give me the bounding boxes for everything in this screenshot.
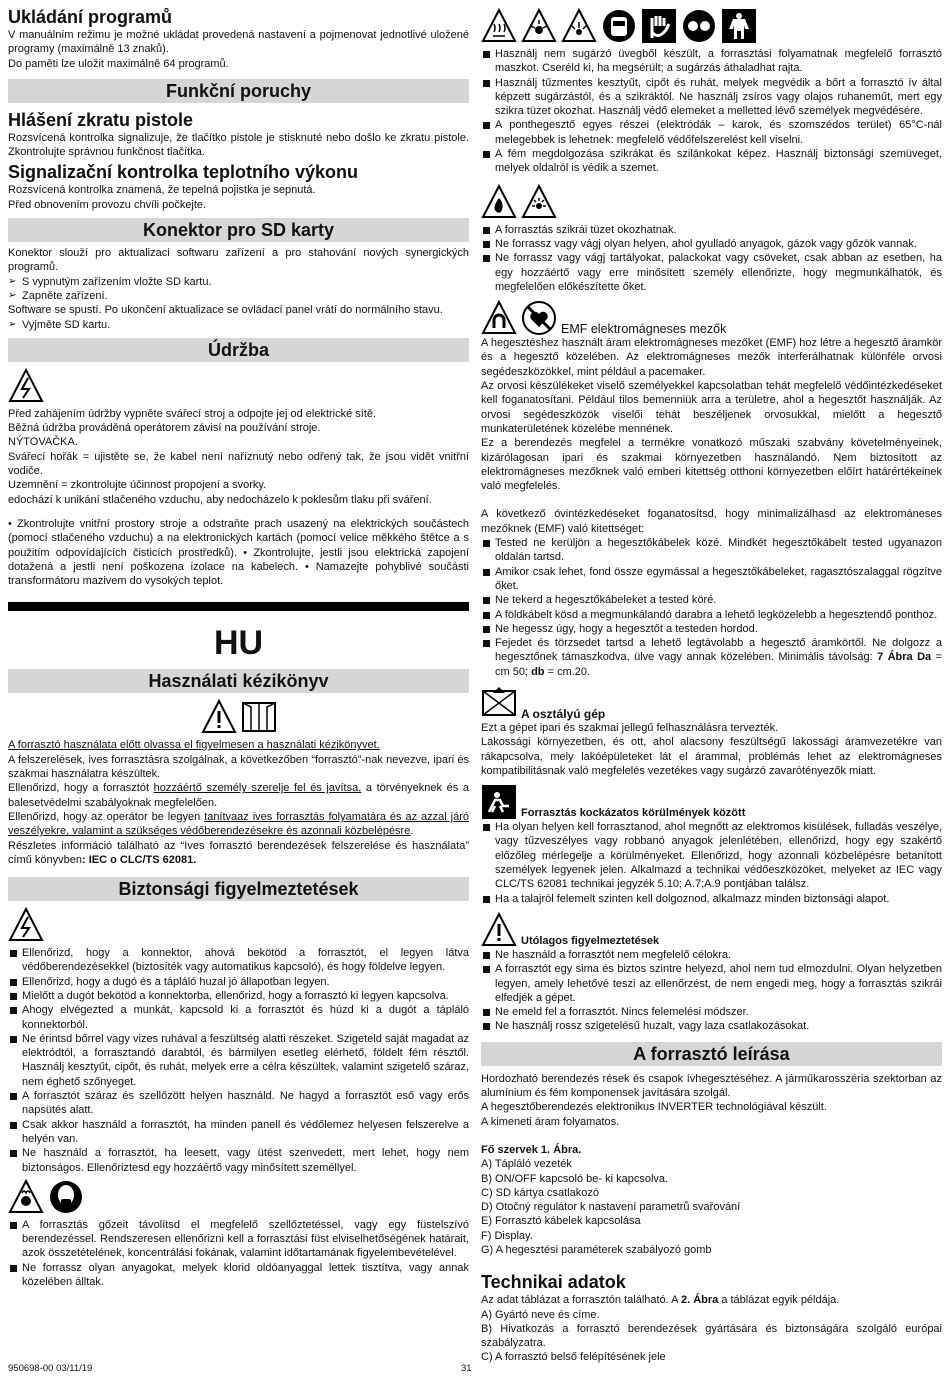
para: Svářecí hořák = ujistěte se, že kabel není naříznutý nebo odřený tak, že jsou vidět vnitřní vodiče. [8,450,469,478]
heading-signal: Signalizační kontrolka teplotního výkonu [8,162,359,183]
para: Rozsvícená kontrolka signalizuje, že tlačítko pistole je stisknuté nebo došlo ke zkratu pistole. Zkontrolujte správnou funkčnost tlačítka. [8,131,469,159]
para: Lakossági környezetben, és ott, ahol alacsony feszültségű lakossági áramvezetékre van rákapcsolva, mely lakóépületeket lát el árammal, problémás lehet az elektromágneses kompatibilitásnak való megfelelés vezetékes vagy sugárzó zavarótényezők miatt. [481,736,942,777]
para: A következő óvintézkedéseket foganatosítsd, hogy minimalizálhasd az elektrománeses mezőknek (EMF) való kitettséget: [481,508,942,535]
list-item: E) Forrasztó kábelek kapcsolása [481,1215,641,1228]
list-item: A) Gyártó neve és címe. [481,1308,600,1321]
heading-ukladani: Ukládání programů [8,7,173,27]
sd-steps-list-2 [8,318,469,332]
warning-icon [481,912,517,948]
list-item: Ahogy elvégezted a munkát, kapcsold ki a forrasztót és húzd ki a dugót a tápláló konnektorból. [8,1003,469,1032]
section-bar-sd: Konektor pro SD karty [8,218,469,242]
sparks-hazard-icon [561,8,597,44]
fire-hazard-icon [481,184,517,220]
para: Ellenőrizd, hogy a forrasztót hozzáértő személy szerelje fel és javítsa, a törvényeknek és a balesetvédelmi szabályoknak megfelelően. [8,782,469,809]
icon-row [8,907,469,943]
list-item: A ponthegesztő egyes részei (elektródák – karok, és szomszédos terület) 65°C-nál melegebbek is lehetnek: megfelelő védőfelszerelést kell viselni. [481,118,942,147]
class-a-header [481,685,942,721]
list-item: C) SD kártya csatlakozó [481,1186,599,1199]
safety-list [8,946,469,1175]
read-manual-icon [241,699,277,735]
list-item: Ha a talajról felemelt szinten kell dolgoznod, alkalmazz minden biztonsági alapot. [481,892,942,906]
section-bar-kezikonyv: Használati kézikönyv [8,669,469,693]
radiation-hazard-icon [521,8,557,44]
list-item: A fém megdolgozása szikrákat és szilánkokat képez. Használj biztonsági szemüveget, melyek oldalról is védik a szemet. [481,147,942,176]
list-item: ➢ S vypnutým zařízením vložte SD kartu. [8,275,469,289]
icon-row [8,1179,469,1215]
heading-zkrat: Hlášení zkratu pistole [8,109,194,130]
para: A hegesztéshez használt áram elektromágneses mezőket (EMF) hoz létre a hegesztő áramkör és a hegesztő közelében. Az elektromágneses mezők interferálhatnak különféle orvosi segédeszközökkel, mint például a pacemaker. [481,337,942,378]
para: A hegesztőberendezés elektronikus INVERTER technológiával készült. [481,1101,827,1114]
list-item: C) A forrasztó belső felépítésének jele [481,1351,666,1364]
no-pacemaker-icon [521,300,557,336]
electric-hazard-icon [8,907,44,943]
list-item: Tested ne kerüljön a hegesztőkábelek közé. Mindkét hegesztőkábelt tested ugyanazon oldalán tartsd. [481,536,942,565]
welding-mask-icon [601,8,637,44]
gloves-icon [641,8,677,44]
list-item: F) Display. [481,1229,533,1242]
safety-goggles-icon [681,8,717,44]
para: V manuálním režimu je možné ukládat provedená nastavení a pojmenovat jednotlivé uložené programy (maximálně 13 znaků). [8,29,469,56]
emf-header [481,300,942,336]
emf-title: EMF elektromágneses mezők [561,321,727,336]
list-item: Ne hegessz úgy, hogy a hegesztőt a testeden hordod. [481,622,942,636]
section-bar-udrzba: Údržba [8,338,469,362]
list-item: Ellenőrizd, hogy a dugó és a tápláló huzal jó állapotban legyen. [8,975,469,989]
risk-header [481,784,942,820]
para: Az adat táblázat a forrasztón található. A 2. Ábra a táblázat egyik példája. [481,1294,840,1307]
list-item: Ne forrassz vagy vágj olyan helyen, ahol gyulladó anyagok, gázok vagy gőzök vannak. [481,237,942,251]
magnetic-field-icon [481,300,517,336]
para: A kimeneti áram folyamatos. [481,1115,620,1128]
para: • Zkontrolujte vnitřní prostory stroje a odstraňte prach usazený na elektrických součástech (pomocí stlačeného vzduchu) a na elektronických kartách (pomocí velice měkkého štětce a s použitím odpovídajících čisticích prostředků). • Zkontrolujte, jestli jsou elektrická zapojení dotažená a jestli není poškozena izolace na kabelech. • Namazejte pohyblivé součásti transformátoru mazivem do vysokých teplot. [8,517,469,588]
warn-header [481,912,942,948]
list-item: Ne emeld fel a forrasztót. Nincs felemelési módszer. [481,1005,942,1019]
section-bar-bizt: Biztonsági figyelmeztetések [8,877,469,901]
sd-steps-list [8,275,469,304]
list-item: Ne használd a forrasztót nem megfelelő célokra. [481,948,942,962]
list-item: A forrasztót egy sima és biztos szintre helyezd, ahol nem tud elmozdulni. Olyan helyzetben legyen, amely lehetővé teszi az ellenőrzést, de nem engedi meg, hogy a forrasztás szikrái elfedjék a gépet. [481,962,942,1005]
list-item: Ne forrassz vagy vágj tartályokat, palackokat vagy csöveket, csak abban az esetben, ha egy hozzáértő vagy erre minősített személy ellenőrizte, hogy megmunkálhatók, és megfelelően előkészítette őket. [481,251,942,294]
para: Do paměti lze uložit maximálně 64 programů. [8,57,229,70]
section-bar-poruchy: Funkční poruchy [8,79,469,103]
emf-list [481,536,942,679]
risk-title: Forrasztás kockázatos körülmények között [521,806,746,819]
black-divider [8,602,469,611]
para: Před obnovením provozu chvíli počkejte. [8,198,207,211]
list-item: Használj tűzmentes kesztyűt, cipőt és ruhát, melyek megvédik a bőrt a forrasztó ív által képzett sugárzástól, és a szikráktól. Ne használj zsíros vagy olajos ruhaneműt, mert egy szikra tüzet okozhat. Használj védő elemeket a melletted lévő személyek megvédésére. [481,76,942,119]
list-item: Mielőtt a dugót bekötöd a konnektorba, ellenőrizd, hogy a forrasztó ki legyen kapcsolva. [8,989,469,1003]
language-heading-hu: HU [213,624,264,663]
list-item: G) A hegesztési paraméterek szabályozó gomb [481,1244,712,1256]
explosion-hazard-icon [521,184,557,220]
protective-suit-icon [721,8,757,44]
left-column [8,6,469,1289]
para: Konektor slouží pro aktualizaci softwaru zařízení a pro stahování nových synergických programů. [8,247,469,274]
class-a-icon [481,685,517,721]
icon-row [481,184,942,220]
main-parts-title: Fő szervek 1. Ábra. [481,1143,582,1156]
hot-surface-icon [481,8,517,44]
section-bar-leiras: A forrasztó leírása [481,1042,942,1066]
list-item: B) ON/OFF kapcsoló be- ki kapcsolva. [481,1172,669,1185]
ppe-icon-row [481,8,942,44]
icon-row [8,699,469,735]
respirator-icon [48,1179,84,1215]
list-item: Ne tekerd a hegesztőkábeleket a tested köré. [481,593,942,607]
para: Software se spustí. Po ukončení aktualizace se ovládací panel vrátí do normálního stavu. [8,304,443,317]
para: NÝTOVAČKA. [8,436,78,449]
para: A felszerelések, ives forrasztásra szolgálnak, a következőben “forrasztó”-nak nevezve, ipari és szakmai használatra készültek. [8,753,469,781]
para: edochází k unikání stlačeného vzduchu, aby nedocházelo k poklesům tlaku při sváření. [8,493,432,506]
fire-list [481,223,942,294]
list-item: Fejedet és törzsedet tartsd a lehető legtávolabb a hegesztő áramkörtől. Ne dolgozz a hegesztőnek támaszkodva, ülve vagy annak közelében. Minimális távolság: 7 Ábra Da = cm 50; db = cm.20. [481,636,942,679]
list-item: Amikor csak lehet, fond össze egymással a hegesztőkábeleket, ragasztószalaggal rögzítve őket. [481,565,942,594]
para: Rozsvícená kontrolka znamená, že tepelná pojistka je sepnutá. [8,184,316,197]
para: Részletes információ található az “Ives forrasztó berendezések felszerelése és használata” című könyvben: IEC o CLC/TS 62081. [8,839,469,866]
para: Před zahájením údržby vypněte svářecí stroj a odpojte jej od elektrické sítě. [8,407,377,420]
risk-list [481,820,942,906]
list-item: A forrasztót száraz és szellőzött helyen használd. Ne hagyd a forrasztót eső vagy erős napsütés alatt. [8,1089,469,1118]
list-item: Használj nem sugárzó üvegből készült, a forrasztási folyamatnak megfelelő forrasztó maszkot. Cseréld ki, ha megsérült; a sugárzás áthaladhat rajta. [481,47,942,76]
icon-row [8,368,469,404]
toxic-fumes-icon [8,1179,44,1215]
list-item: Ne érintsd bőrrel vagy vizes ruhával a feszültség alatti részeket. Szigeteld saját magadat az elektródtól, a forrasztandó darabtól, és bármilyen esetleg elérhető, földelt fém résztől. Használj kesztyűt, cipőt, és ruhát, melyek erre a célra készültek, valamint szigetelő száraz, nem éghető szőnyeget. [8,1032,469,1089]
list-item: A forrasztás gőzeit távolítsd el megfelelő szellőztetéssel, vagy egy füstelszívó berendezéssel. Rendszeresen ellenőrizni kell a forrasztási füst elviselhetőségének határait, azok összetételének, koncentrálási fokának, valamint időtartamának figyelembevételével. [8,1218,469,1261]
list-item: A földkábelt kösd a megmunkálandó darabra a lehető legközelebb a hegesztendő ponthoz. [481,608,942,622]
list-item: Ne használd a forrasztót, ha leesett, vagy ütést szenvedett, mert lehet, hogy nem biztonságos. Ellenőriztesd egy hozzáértő vagy minősített személlyel. [8,1146,469,1175]
heading-tech: Technikai adatok [481,1272,626,1293]
list-item: Csak akkor használd a forrasztót, ha minden panell és védőlemez helyesen felszerelve a helyén van. [8,1118,469,1147]
para: Ellenőrizd, hogy az operátor be legyen tanítvaaz ives forrasztás folyamatára és az azzal járó veszélyekre, valamint a szükséges védőberendezésekre és azonnali közbelépésre. [8,810,469,838]
list-item: ➢ Zapněte zařízení. [8,289,469,303]
warn-title: Utólagos figyelmeztetések [521,934,660,947]
confined-space-icon [481,784,517,820]
para: Ez a berendezés megfelel a termékre vonatkozó műszaki szabvány követelményeinek, kizárólagosan ipari és szakmai környezetben használandó. Nem biztosított az elektromágneses mezőknek való emberi kitettség otthoni környezetben előírt határértékeinek való megfelelés. [481,437,942,493]
para: Běžná údržba prováděná operátorem závisí na používání stroje. [8,422,321,435]
ppe-list [481,47,942,176]
para: Az orvosi készülékeket viselő személyekkel kapcsolatban tehát megfelelő védőintézkedéseket kell foganatosítani. Például tilos bemenniük arra a területre, ahol a hegesztőt használják. Az orvosi segédeszközök viselői tehát beszéljenek orvosukkal, mielőtt a hegesztő munkaterületének közelébe mennének. [481,380,942,435]
fumes-list [8,1218,469,1289]
electric-hazard-icon [8,368,44,404]
list-item: Ha olyan helyen kell forrasztanod, ahol megnőtt az elektromos kisülések, fulladás veszélye, vagy tűzveszélyes vagy robbanó anyagok jelenlétében, ellenőrizd, hogy egy szakértő előzőleg mérlegelje a körülményeket. Ellenőrizd, hogy azonnali közbelépésre betanított személyek legyenek jelen. Alkalmazd a technikai védőeszközöket, melyeket az IEC vagy CLC/TS 62081 technikai jegyzék 5.10; A.7;A.9 pontjában találsz. [481,820,942,891]
warn-list [481,948,942,1034]
list-item: A forrasztás szikrái tüzet okozhatnak. [481,223,942,237]
list-item: A) Tápláló vezeték [481,1158,572,1171]
para: Uzemnění = zkontrolujte účinnost propojení a svorky. [8,479,267,492]
para-read-manual: A forrasztó használata előtt olvassa el figyelmesen a használati kézikönyvet. [8,739,380,752]
footer-code: 950698-00 03/11/19 [8,1363,93,1374]
para: Ezt a gépet ipari és szakmai jellegű felhasználásra tervezték. [481,721,779,734]
list-item: B) Hivatkozás a forrasztó berendezések gyártására és biztonságára szolgáló európai szabályzatra. [481,1322,942,1350]
right-column [481,6,942,1365]
para: Hordozható berendezés rések és csapok ívhegesztéséhez. A járműkarosszéria szektorban az alumínium és fém komponensek javítására szolgál. [481,1072,942,1100]
class-a-title: A osztályú gép [521,706,606,721]
list-item: Ellenőrizd, hogy a konnektor, ahová bekötöd a forrasztót, el legyen látva védőberendezésekkel (biztosíték vagy automatikus kapcsoló), és hogy földelve legyen. [8,946,469,975]
list-item: Ne használj rossz szigetelésű huzalt, vagy laza csatlakozásokat. [481,1019,942,1033]
warning-icon [201,699,237,735]
list-item: ➢ Vyjměte SD kartu. [8,318,469,332]
list-item: Ne forrassz olyan anyagokat, melyek klorid oldóanyaggal lettek tisztítva, vagy annak közelében álltak. [8,1261,469,1290]
page-number: 31 [461,1363,472,1374]
list-item: D) Otočný regulátor k nastavení parametrů svařování [481,1201,741,1214]
